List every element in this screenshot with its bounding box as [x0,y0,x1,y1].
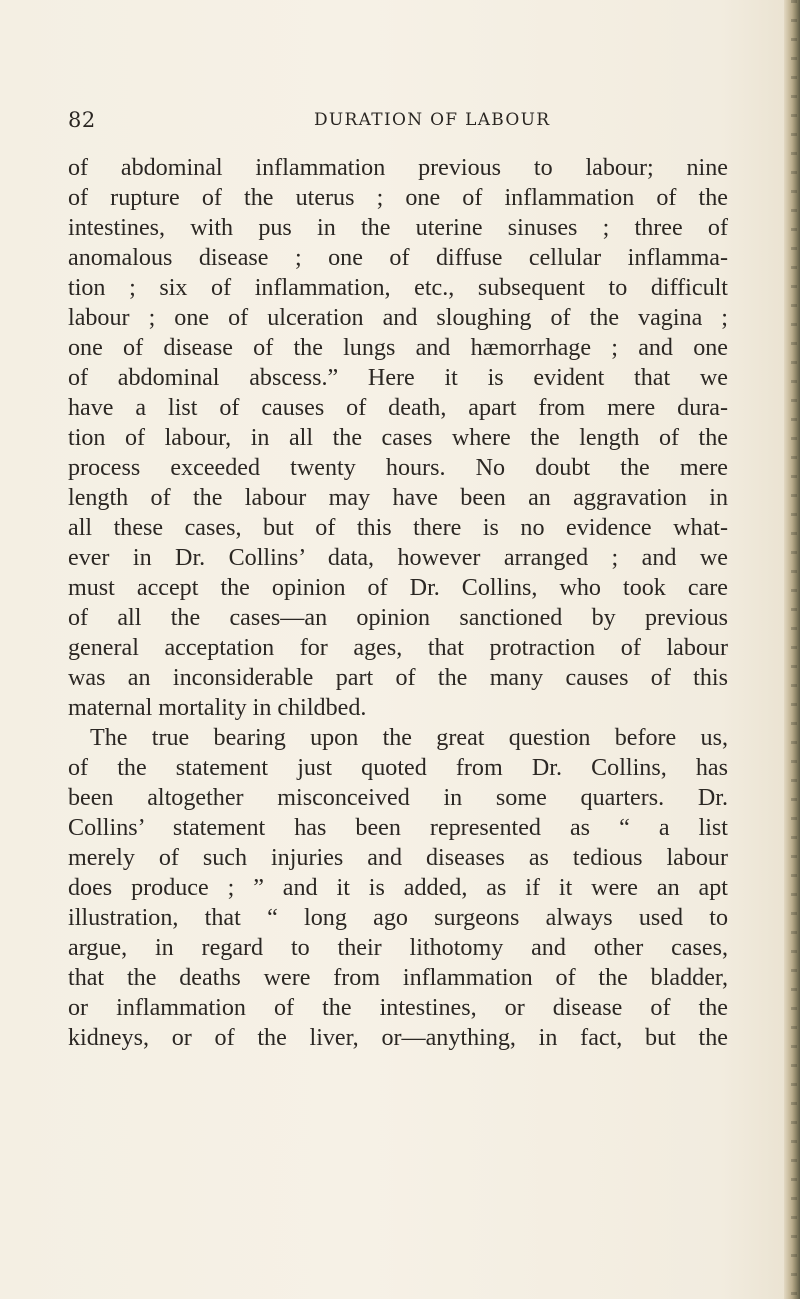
text-line: intestines, with pus in the uterine sinuses ; three of [68,215,728,241]
text-line: all these cases, but of this there is no evidence what- [68,515,728,541]
text-line: does produce ; ” and it is added, as if it were an apt [68,875,728,901]
text-line: process exceeded twenty hours. No doubt the mere [68,455,728,481]
text-line: have a list of causes of death, apart from mere dura- [68,395,728,421]
text-line: of rupture of the uterus ; one of inflammation of the [68,185,728,211]
page-number: 82 [68,108,96,132]
text-line: general acceptation for ages, that protraction of labour [68,635,728,661]
text-line: tion ; six of inflammation, etc., subsequent to difficult [68,275,728,301]
text-line: of all the cases—an opinion sanctioned by previous [68,605,728,631]
page-header [68,108,728,134]
text-line: maternal mortality in childbed. [68,695,367,721]
page-edge-shadow [791,0,797,1299]
text-line: must accept the opinion of Dr. Collins, who took care [68,575,728,601]
text-line: or inflammation of the intestines, or disease of the [68,995,728,1021]
text-line: The true bearing upon the great question before us, [90,725,728,751]
text-line: anomalous disease ; one of diffuse cellular inflamma- [68,245,728,271]
text-line: of the statement just quoted from Dr. Collins, has [68,755,728,781]
text-line: was an inconsiderable part of the many causes of this [68,665,728,691]
text-line: of abdominal abscess.” Here it is evident that we [68,365,728,391]
text-line: kidneys, or of the liver, or—anything, in fact, but the [68,1025,728,1051]
text-line: merely of such injuries and diseases as tedious labour [68,845,728,871]
text-line: illustration, that “ long ago surgeons always used to [68,905,728,931]
body-text [68,153,728,1053]
text-line: one of disease of the lungs and hæmorrhage ; and one [68,335,728,361]
text-line: of abdominal inflammation previous to labour; nine [68,155,728,181]
text-line: tion of labour, in all the cases where the length of the [68,425,728,451]
text-line: argue, in regard to their lithotomy and other cases, [68,935,728,961]
text-line: labour ; one of ulceration and sloughing of the vagina ; [68,305,728,331]
text-line: length of the labour may have been an aggravation in [68,485,728,511]
text-line: Collins’ statement has been represented as “ a list [68,815,728,841]
text-line: been altogether misconceived in some quarters. Dr. [68,785,728,811]
running-head: DURATION OF LABOUR [314,110,551,130]
text-line: ever in Dr. Collins’ data, however arranged ; and we [68,545,728,571]
text-line: that the deaths were from inflammation of the bladder, [68,965,728,991]
